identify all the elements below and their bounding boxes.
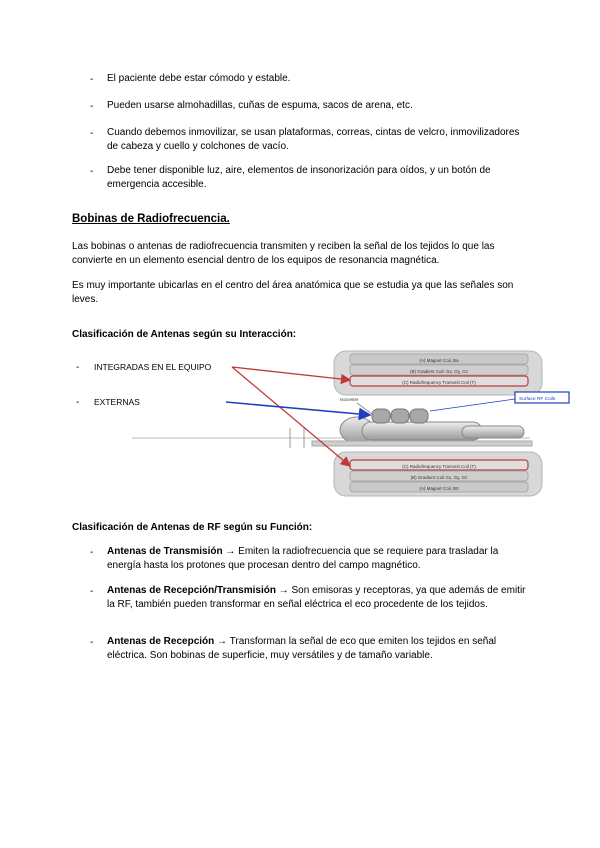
intro-bullet-1: El paciente debe estar cómodo y estable.: [107, 73, 291, 84]
bullet-dash: -: [90, 74, 94, 85]
arrow-external: [226, 402, 370, 415]
label-externas: EXTERNAS: [94, 397, 140, 407]
function-item-1: [107, 545, 527, 572]
function-item-2: [107, 584, 527, 611]
classification-interaction-title: Clasificación de Antenas según su Interacción:: [72, 329, 297, 340]
function-arrow-1: →: [225, 546, 236, 557]
surface-rf-coils: [372, 409, 428, 423]
function-item-3: [107, 635, 527, 662]
bullet-dash: -: [76, 362, 80, 373]
function-term-3: Antenas de Recepción: [107, 636, 215, 647]
bottom-coil-label-a: (A) Magnet Coil, B0: [419, 486, 459, 491]
section-title: Bobinas de Radiofrecuencia.: [72, 213, 230, 225]
bullet-dash: -: [76, 397, 80, 408]
top-coil-label-a: (A) Magnet Coil, Ba: [419, 358, 459, 363]
top-coil-label-c: (C) Radiofrequency Transmit Coil (T): [402, 380, 476, 385]
isocenter-label: Isocenter: [340, 397, 359, 402]
intro-bullet-3: Cuando debemos inmovilizar, se usan plataformas, correas, cintas de velcro, inmovilizadores de cabeza y cuello y colchones de vacío.: [107, 127, 520, 152]
function-arrow-2: →: [278, 585, 289, 596]
bottom-coil-label-c: (C) Radiofrequency Transmit Coil (T): [402, 464, 476, 469]
bullet-dash: -: [90, 547, 94, 558]
section-paragraph-1: Las bobinas o antenas de radiofrecuencia transmiten y reciben la señal de los tejidos lo que las convierte en un elemento esencial dentro de los equipos de resonancia magnética.: [72, 241, 495, 266]
function-term-2: Antenas de Recepción/Transmisión: [107, 585, 276, 596]
intro-bullet-4: Debe tener disponible luz, aire, elementos de insonorización para oídos, y un botón de emergencia accesible.: [107, 165, 491, 190]
surface-coils-label: Surface RF Coils: [519, 397, 556, 402]
bullet-dash: -: [90, 637, 94, 648]
bottom-coil-label-b: (B) Gradient Coil Gx, Gy, Gz: [410, 475, 468, 480]
arrow-integrated-bottom: [232, 367, 350, 466]
function-desc-3: Transforman la señal de eco que emiten los tejidos en señal eléctrica. Son bobinas de superficie, muy versátiles y de tamaño variable.: [107, 636, 497, 661]
top-coil-label-b: (B) Gradient Coil: Gx, Gy, Gz: [410, 369, 468, 374]
intro-bullet-2: Pueden usarse almohadillas, cuñas de espuma, sacos de arena, etc.: [107, 100, 413, 111]
bullet-dash: -: [90, 586, 94, 597]
function-arrow-3: →: [217, 636, 228, 647]
section-paragraph-2: Es muy importante ubicarlas en el centro del área anatómica que se estudia ya que las señales son leves.: [72, 280, 514, 305]
bullet-dash: -: [90, 166, 94, 177]
bullet-dash: -: [90, 128, 94, 139]
function-desc-1: Emiten la radiofrecuencia que se requiere para trasladar la energía hasta los protones que procesan dentro del campo magnético.: [107, 546, 499, 571]
function-desc-2: Son emisoras y receptoras, ya que además de emitir la RF, también pueden transformar en señal eléctrica el eco procedente de los tejidos.: [107, 585, 526, 610]
bullet-dash: -: [90, 101, 94, 112]
function-term-1: Antenas de Transmisión: [107, 546, 223, 557]
classification-function-title: Clasificación de Antenas de RF según su Función:: [72, 522, 313, 533]
label-integradas: INTEGRADAS EN EL EQUIPO: [94, 362, 212, 372]
arrow-integrated-top: [232, 367, 350, 380]
